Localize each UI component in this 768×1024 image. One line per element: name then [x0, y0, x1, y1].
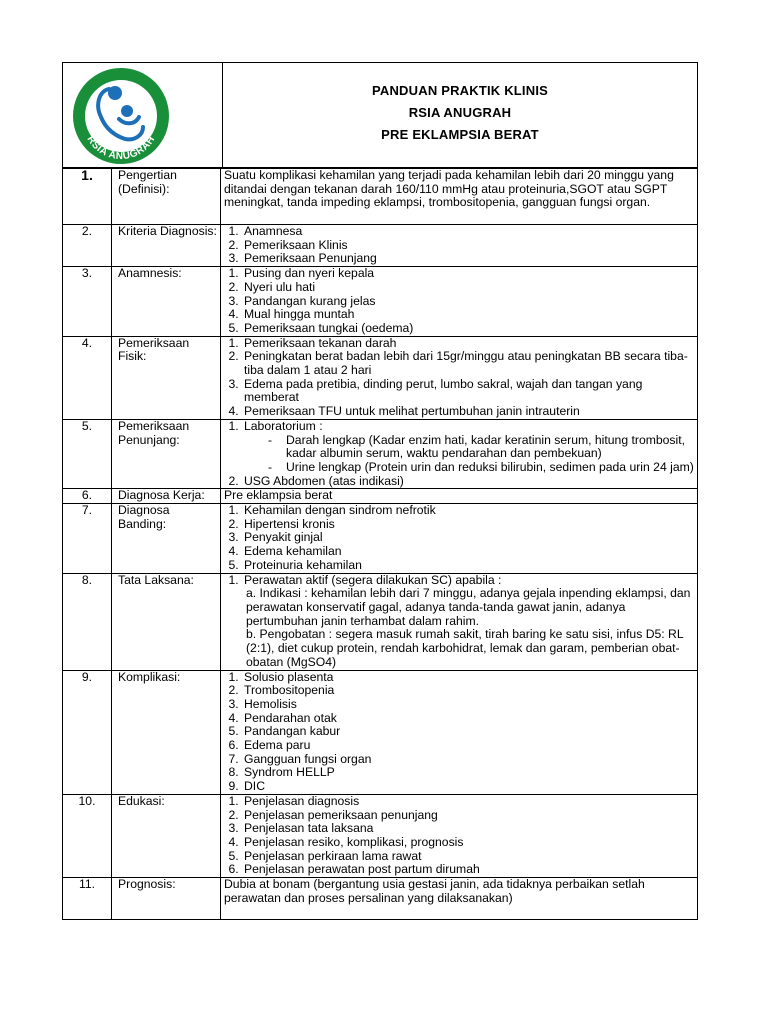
- list-item: 3. Penjelasan tata laksana: [242, 822, 695, 836]
- row-content: Dubia at bonam (bergantung usia gestasi janin, ada tidaknya perbaikan setlah perawatan dan proses persalinan yang dilaksanakan): [221, 878, 698, 920]
- hospital-logo: [69, 65, 173, 167]
- row-number: 2.: [63, 225, 112, 267]
- row-number: 9.: [63, 670, 112, 794]
- table-row: [63, 225, 698, 267]
- table-row: [63, 489, 698, 504]
- logo-text: RSIA ANUGRAH: [84, 134, 158, 163]
- row-number: 5.: [63, 419, 112, 489]
- title-line-3: PRE EKLAMPSIA BERAT: [381, 127, 539, 142]
- table-row: [63, 336, 698, 419]
- list-item: 1. Kehamilan dengan sindrom nefrotik: [242, 504, 695, 518]
- list-item: 1. Solusio plasenta: [242, 671, 695, 685]
- title-block: [223, 63, 697, 167]
- table-row: [63, 573, 698, 670]
- list-item: 3. Hemolisis: [242, 698, 695, 712]
- list-item: 3. Edema pada pretibia, dinding perut, lumbo sakral, wajah dan tangan yang memberat: [242, 378, 695, 405]
- clinical-guide-document: [62, 62, 698, 920]
- list-item: 4. Penjelasan resiko, komplikasi, prognosis: [242, 836, 695, 850]
- row-number: 1.: [63, 169, 112, 225]
- title-line-1: PANDUAN PRAKTIK KLINIS: [371, 83, 549, 98]
- list-item: 6. Edema paru: [242, 739, 695, 753]
- list-item: 1. Pusing dan nyeri kepala: [242, 267, 695, 281]
- row-content: [221, 794, 698, 877]
- list-item: [242, 574, 695, 670]
- row-label: Kriteria Diagnosis:: [112, 225, 221, 267]
- row-content: [221, 670, 698, 794]
- row-number: 3.: [63, 267, 112, 337]
- row-label: Komplikasi:: [112, 670, 221, 794]
- list-item: 3. Penyakit ginjal: [242, 531, 695, 545]
- row-content: [221, 504, 698, 574]
- management-heading: Perawatan aktif (segera dilakukan SC) apabila :: [244, 572, 502, 587]
- list-item: 5. Pemeriksaan tungkai (oedema): [242, 322, 695, 336]
- list-item: 5. Pandangan kabur: [242, 725, 695, 739]
- guide-table: [62, 168, 698, 920]
- row-content: Pre eklampsia berat: [221, 489, 698, 504]
- row-number: 11.: [63, 878, 112, 920]
- row-number: 8.: [63, 573, 112, 670]
- row-number: 6.: [63, 489, 112, 504]
- list-item: 2. Pemeriksaan Klinis: [242, 239, 695, 253]
- row-label: Pengertian (Definisi):: [112, 169, 221, 225]
- table-row: [63, 878, 698, 920]
- list-item: 4. Edema kehamilan: [242, 545, 695, 559]
- list-item: 3. Pemeriksaan Penunjang: [242, 252, 695, 266]
- logo-cell: [63, 63, 223, 167]
- list-item: 7. Gangguan fungsi organ: [242, 753, 695, 767]
- list-item: 2. Nyeri ulu hati: [242, 281, 695, 295]
- table-row: [63, 794, 698, 877]
- list-item: 1. Pemeriksaan tekanan darah: [242, 337, 695, 351]
- row-content: [221, 225, 698, 267]
- row-content: [221, 336, 698, 419]
- row-label: Pemeriksaan Fisik:: [112, 336, 221, 419]
- table-row: [63, 670, 698, 794]
- list-item: 4. Pemeriksaan TFU untuk melihat pertumbuhan janin intrauterin: [242, 405, 695, 419]
- row-content: [221, 267, 698, 337]
- row-label: Edukasi:: [112, 794, 221, 877]
- table-row: [63, 169, 698, 225]
- row-number: 4.: [63, 336, 112, 419]
- list-item: 2. Trombositopenia: [242, 684, 695, 698]
- management-indication: a. Indikasi : kehamilan lebih dari 7 minggu, adanya gejala inpending eklampsi, dan perawatan konservatif gagal, adanya tanda-tanda gawat janin, adanya pertumbuhan janin terhambat dalam rahim.: [246, 586, 691, 628]
- list-item: 3. Pandangan kurang jelas: [242, 295, 695, 309]
- list-item: 2. USG Abdomen (atas indikasi): [242, 475, 695, 489]
- list-item: 2. Peningkatan berat badan lebih dari 15gr/minggu atau peningkatan BB secara tiba-tiba dalam 1 atau 2 hari: [242, 350, 695, 377]
- row-label: Pemeriksaan Penunjang:: [112, 419, 221, 489]
- row-label: Tata Laksana:: [112, 573, 221, 670]
- document-header: [62, 62, 698, 168]
- table-row: [63, 419, 698, 489]
- lab-heading: Laboratorium :: [244, 418, 323, 433]
- list-item: 1. Penjelasan diagnosis: [242, 795, 695, 809]
- list-item: 2. Penjelasan pemeriksaan penunjang: [242, 809, 695, 823]
- list-item: 4. Mual hingga muntah: [242, 308, 695, 322]
- row-number: 10.: [63, 794, 112, 877]
- lab-sub-item: - Urine lengkap (Protein urin dan reduksi bilirubin, sedimen pada urin 24 jam): [274, 461, 695, 475]
- row-number: 7.: [63, 504, 112, 574]
- list-item: 4. Pendarahan otak: [242, 712, 695, 726]
- title-line-2: RSIA ANUGRAH: [408, 105, 512, 120]
- row-label: Prognosis:: [112, 878, 221, 920]
- table-row: [63, 504, 698, 574]
- list-item: 9. DIC: [242, 780, 695, 794]
- row-label: Anamnesis:: [112, 267, 221, 337]
- row-content: [221, 419, 698, 489]
- list-item: 6. Penjelasan perawatan post partum dirumah: [242, 863, 695, 877]
- lab-sub-item: - Darah lengkap (Kadar enzim hati, kadar keratinin serum, hitung trombosit, kadar albumin serum, waktu pendarahan dan pembekuan): [274, 434, 695, 461]
- management-treatment: b. Pengobatan : segera masuk rumah sakit, tirah baring ke satu sisi, infus D5: RL (2:1), diet cukup protein, rendah karbohidrat, lemak dan garam, pemberian obat-obatan (MgSO4): [246, 627, 684, 669]
- list-item: [242, 420, 695, 475]
- row-label: Diagnosa Kerja:: [112, 489, 221, 504]
- list-item: 5. Penjelasan perkiraan lama rawat: [242, 850, 695, 864]
- list-item: 5. Proteinuria kehamilan: [242, 559, 695, 573]
- list-item: 1. Anamnesa: [242, 225, 695, 239]
- list-item: 2. Hipertensi kronis: [242, 518, 695, 532]
- row-content: [221, 573, 698, 670]
- table-row: [63, 267, 698, 337]
- list-item: 8. Syndrom HELLP: [242, 766, 695, 780]
- row-content: Suatu komplikasi kehamilan yang terjadi pada kehamilan lebih dari 20 minggu yang ditandai dengan tekanan darah 160/110 mmHg atau proteinuria,SGOT atau SGPT meningkat, tanda impeding eklampsi, trombositopenia, gangguan fungsi organ.: [221, 169, 698, 225]
- row-label: Diagnosa Banding:: [112, 504, 221, 574]
